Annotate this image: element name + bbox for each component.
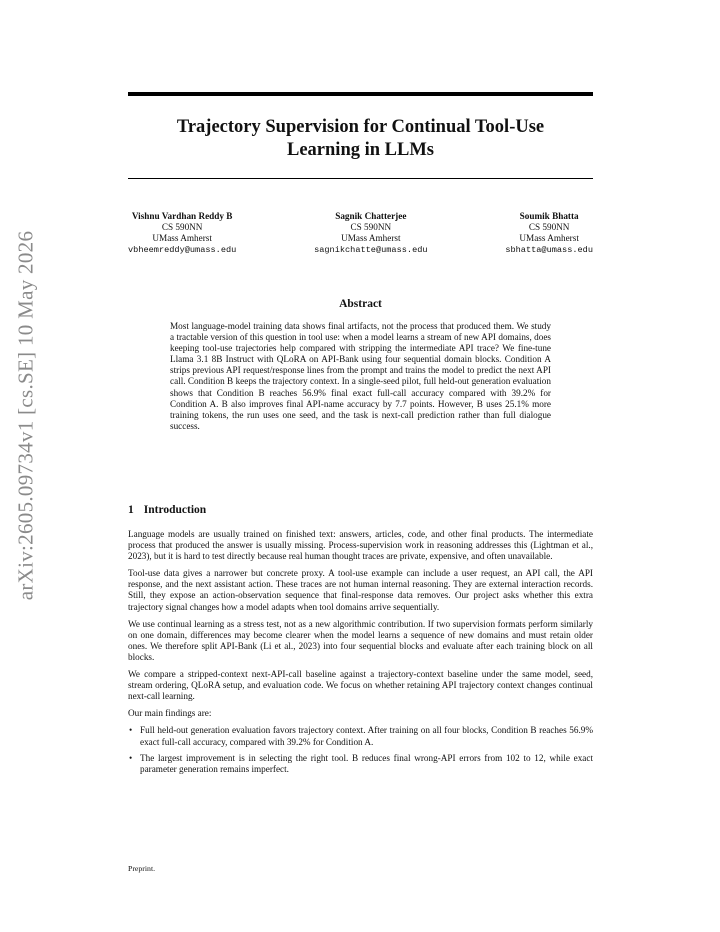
finding-text: Full held-out generation evaluation favors trajectory context. After training on all four blocks, Condition B reaches 56.9% exact full-call accuracy, compared with 39.2% for Condition A. [140,725,593,747]
author-course: CS 590NN [161,222,203,233]
author-course: CS 590NN [528,222,570,233]
author-name: Soumik Bhatta [519,211,579,221]
finding-item [128,753,593,775]
author-3 [505,211,593,256]
intro-paragraph-3: We use continual learning as a stress test, not as a new algorithmic contribution. If two supervision formats perform similarly on one domain, differences may become clearer when the model learns a sequence of new domains and must retain older ones. We therefore split API-Bank (Li et al., 2023) into four sequential blocks and evaluate after each training block on all blocks. [128,618,593,662]
paper-title-line-2: Learning in LLMs [287,140,434,160]
author-email: sagnikchatte@umass.edu [314,244,428,255]
section-title: Introduction [143,504,207,516]
section-number: 1 [128,504,134,516]
arxiv-identifier: arXiv:2605.09734v1 [cs.SE] 10 May 2026 [13,230,38,600]
intro-paragraph-4: We compare a stripped-context next-API-call baseline against a trajectory-context baseline under the same model, seed, stream ordering, QLoRA setup, and evaluation code. We focus on whether retaining API trajectory context changes continual next-call learning. [128,669,593,702]
author-course: CS 590NN [350,222,392,233]
paper-title-line-1: Trajectory Supervision for Continual Tool-Use [176,117,545,137]
bullet-icon: • [129,752,133,763]
author-2 [314,211,427,256]
abstract-text: Most language-model training data shows final artifacts, not the process that produced them. We study a tractable version of this question in tool use: when a model learns a stream of new API domains, does keeping tool-use trajectories help compared with stripping the intermediate API trace? We fine-tune Llama 3.1 8B Instruct with QLoRA on API-Bank using four sequential domain blocks. Condition A strips previous API request/response lines from the prompt and trains the model to predict the next API call. Condition B keeps the trajectory context. In a single-seed pilot, full held-out generation evaluation shows that Condition B reaches 56.9% final exact full-call accuracy compared with 39.2% for Condition A. B also improves final API-name accuracy by 7.7 points. However, B uses 25.1% more training tokens, the run uses one seed, and the task is next-call prediction rather than full dialogue success. [170,321,551,431]
author-email: vbheemreddy@umass.edu [128,244,237,255]
intro-paragraph-5: Our main findings are: [128,708,212,719]
paper-title [128,116,593,162]
author-affiliation: UMass Amherst [341,233,401,244]
finding-item [128,725,593,747]
arxiv-identifier-stamp [6,180,46,650]
bullet-icon: • [129,725,133,736]
author-affiliation: UMass Amherst [152,233,212,244]
findings-list [128,725,593,774]
intro-paragraph-2: Tool-use data gives a narrower but concrete proxy. A tool-use example can include a user request, an API call, the API response, and the next assistant action. These traces are not human internal reasoning. They are external interaction records. Still, they expose an action-observation sequence that final-response data removes. Our project asks whether this extra trajectory signal changes how a model adapts when tool domains arrive sequentially. [128,568,593,612]
author-name: Vishnu Vardhan Reddy B [131,211,233,221]
title-top-rule [128,92,593,96]
author-email: sbhatta@umass.edu [505,244,593,255]
author-name: Sagnik Chatterjee [335,211,407,221]
introduction-body [128,529,593,780]
author-block [128,211,593,256]
section-heading-introduction [128,504,206,516]
intro-paragraph-1: Language models are usually trained on finished text: answers, articles, code, and other final products. The intermediate process that produced the answer is usually missing. Process-supervision work in reasoning addresses this (Lightman et al., 2023), but it is hard to test directly because real human thought traces are private, expensive, and often unavailable. [128,529,593,562]
title-bottom-rule [128,178,593,179]
author-1 [128,211,236,256]
preprint-footer: Preprint. [128,864,156,873]
author-affiliation: UMass Amherst [519,233,579,244]
finding-text: The largest improvement is in selecting the right tool. B reduces final wrong-API errors from 102 to 12, while exact parameter generation remains imperfect. [140,752,593,774]
abstract-heading: Abstract [339,298,382,310]
